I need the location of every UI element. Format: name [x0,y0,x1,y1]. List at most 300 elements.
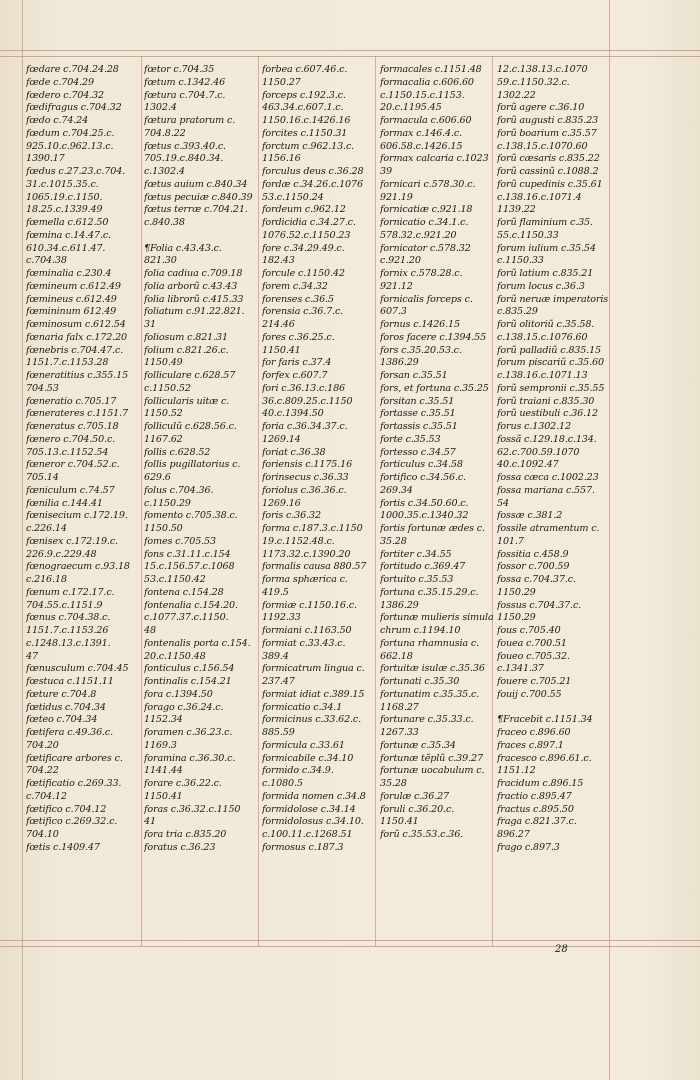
index-entry: 885.59 [262,727,295,738]
index-entry: 607.3 [380,306,407,318]
column-rule [258,56,259,946]
index-entry: fontinalis c.154.21 [144,676,232,687]
index-entry: fœtus auium c.840.34 [144,178,248,190]
index-entry: forũ traiani c.835.30 [497,395,595,407]
index-entry: forũ agere c.36.10 [497,102,585,114]
index-entry: 12.c.138.13.c.1070 [497,64,588,75]
index-entry: fores c.36.25.c. [262,331,335,343]
index-entry: c.704.12 [26,790,67,802]
index-entry: fors, et fortuna c.35.25 [380,382,489,394]
index-entry: fœminalia c.230.4 [26,268,112,279]
index-entry: fortasse c.35.51 [380,408,456,420]
index-entry: c.840.38 [144,217,185,228]
index-entry: 1269.16 [262,497,301,509]
index-entry: folus c.704.36. [144,484,214,496]
top-rule-2 [0,56,700,57]
index-entry: forus c.1302.12 [497,421,571,432]
index-entry: foruli c.36.20.c. [380,803,455,815]
index-entry: c.1150.29 [144,497,191,509]
index-entry: 35.28 [380,535,407,547]
index-entry: forũ cæsaris c.835.22 [497,153,600,165]
index-entry: c.138.15.c.1076.60 [497,331,588,343]
index-entry: fœdus c.27.23.c.704. [26,166,126,177]
bottom-rule [0,940,700,941]
index-entry: fortifico c.34.56.c. [380,472,467,483]
index-entry: c.100.11.c.1268.51 [262,829,353,840]
index-entry: foueo c.705.32. [497,650,570,662]
index-entry: 1150.29 [497,586,536,598]
index-entry: formacales c.1151.48 [380,64,482,75]
index-entry: fortunatim c.35.35.c. [380,688,480,700]
index-entry: forinsecus c.36.33 [262,472,349,483]
index-entry: formida nomen c.34.8 [262,790,366,802]
index-entry: fomento c.705.38.c. [144,510,238,522]
index-entry: 36.c.809.25.c.1150 [262,395,353,407]
index-entry: c.835.29 [497,306,538,318]
index-entry: 704.55.c.1151.9 [26,599,103,611]
index-entry: c.1077.37.c.1150. [144,612,229,624]
index-entry: 1065.19.c.1150. [26,191,103,203]
index-entry: forsitan c.35.51 [380,395,455,407]
index-entry: fortis c.34.50.60.c. [380,497,469,509]
index-entry: forũ cupedinis c.35.61 [497,178,603,190]
index-entry: 31.c.1015.35.c. [26,178,99,190]
index-entry: fons c.31.11.c.154 [144,548,231,560]
index-entry: 214.46 [262,319,295,330]
index-entry: 15.c.156.57.c.1068 [144,561,235,573]
index-entry: 1141.44 [144,765,183,777]
index-entry: chrum c.1194.10 [380,625,461,636]
index-entry: formiat idiat c.389.15 [262,688,365,700]
index-entry: fœtus terræ c.704.21. [144,204,248,216]
index-entry: forum iulium c.35.54 [497,242,596,254]
index-entry: forma sphærica c. [262,574,348,585]
index-entry: fœtifico c.704.12 [26,803,107,815]
index-entry: fortassis c.35.51 [380,421,458,432]
index-entry: fœtis c.1409.47 [26,841,100,853]
index-entry: 55.c.1150.33 [497,229,559,241]
index-entry: 54 [497,497,509,509]
index-entry: 705.14 [26,472,59,483]
index-entry: forte c.35.53 [380,433,441,445]
index-entry: 704.8.22 [144,127,186,139]
index-entry: 269.34 [380,484,413,496]
index-entry: ¶Folia c.43.43.c. [144,242,222,254]
index-entry: formido c.34.9. [262,765,334,777]
index-entry: fornicatiæ c.921.18 [380,204,473,216]
index-entry: formax calcaria c.1023 [380,153,489,165]
index-entry: fœdifragus c.704.32 [26,102,122,114]
index-entry: follis c.628.52 [144,446,211,458]
index-entry: fora tria c.835.20 [144,829,227,840]
index-entry: foriensis c.1175.16 [262,459,353,471]
index-entry: fœnus c.704.38.c. [26,612,111,624]
index-entry: fœtificare arbores c. [26,752,123,764]
index-entry: forago c.36.24.c. [144,701,224,713]
index-entry: 629.6 [144,472,171,483]
index-entry: c.1150.52 [144,382,191,394]
index-entry: forem c.34.32 [262,280,328,292]
index-entry: 1076.52.c.1150.23 [262,229,351,241]
index-entry: follicularis uitæ c. [144,395,230,407]
index-entry: fornix c.578.28.c. [380,268,463,279]
index-entry: formicabile c.34.10 [262,752,354,764]
index-entry: fordeum c.962.12 [262,204,346,216]
index-entry: fœnaria falx c.172.20 [26,331,127,343]
index-entry: forulæ c.36.27 [380,790,450,802]
index-entry: fossus c.704.37.c. [497,599,582,611]
index-entry: 41 [144,816,156,828]
index-entry: formosus c.187.3 [262,841,344,853]
index-entry: 59.c.1150.32.c. [497,76,570,88]
index-entry: fracesco c.896.61.c. [497,752,592,764]
index-entry: forbea c.607.46.c. [262,64,348,75]
index-entry: fractus c.895.50 [497,803,574,815]
index-column-3 [262,64,376,855]
index-entry: forfex c.607.7 [262,370,328,381]
index-entry: fortitudo c.369.47 [380,561,466,573]
index-entry: fœnebris c.704.47.c. [26,344,124,356]
index-entry: forare c.36.22.c. [144,778,222,789]
index-entry: fortunati c.35.30 [380,676,460,687]
index-entry: 53.c.1150.24 [262,191,324,203]
index-entry: folia cadiua c.709.18 [144,268,243,279]
index-entry: forticulus c.34.58 [380,459,463,471]
index-entry: fœdare c.704.24.28 [26,64,119,75]
index-entry: forensia c.36.7.c. [262,306,344,318]
index-entry: fœtifico c.269.32.c. [26,816,118,828]
index-entry: fœtifera c.49.36.c. [26,727,114,738]
index-entry: fœtum c.1342.46 [144,76,226,88]
index-entry: fraceo c.896.60 [497,727,571,738]
index-entry: fordæ c.34.26.c.1076 [262,178,363,190]
index-entry: formicula c.33.61 [262,739,345,751]
index-entry: c.216.18 [26,574,67,585]
index-entry: fœnisecium c.172.19. [26,510,128,522]
index-entry: 40.c.1092.47 [497,459,559,471]
index-entry: foriolus c.36.36.c. [262,484,347,496]
index-entry: 1169.3 [144,739,177,751]
index-entry: 1139.22 [497,204,536,216]
index-entry: fœmina c.14.47.c. [26,229,111,241]
index-entry: fœmininum 612.49 [26,306,117,318]
index-entry: fornicatio c.34.1.c. [380,217,469,228]
index-entry: 925.10.c.962.13.c. [26,140,114,152]
index-entry: c.1150.15.c.1153. [380,89,465,101]
index-entry: fouij c.700.55 [497,688,562,700]
index-entry: fœstuca c.1151.11 [26,676,114,687]
index-entry: fordicidia c.34.27.c. [262,217,356,228]
index-entry: fouere c.705.21 [497,676,572,687]
index-entry: 1167.62 [144,433,183,445]
index-entry: forenses c.36.5 [262,293,334,305]
index-entry: follis pugillatorius c. [144,459,241,471]
index-entry: fossor c.700.59 [497,561,570,573]
index-entry: c.921.20 [380,255,421,267]
index-entry: fossile atramentum c. [497,523,600,534]
index-entry: fœtus pecuiæ c.840.39 [144,191,253,203]
index-entry: formalis causa 880.57 [262,561,367,573]
index-entry: 1390.17 [26,153,65,165]
index-entry: forum locus c.36.3 [497,280,585,292]
index-entry: forsan c.35.51 [380,370,448,381]
index-entry: 1151.12 [497,765,536,777]
index-entry: fœneratitius c.355.15 [26,370,129,381]
index-entry: folia arborũ c.43.43 [144,280,238,292]
index-entry: 921.19 [380,191,413,203]
index-entry: fossa cæca c.1002.23 [497,472,599,483]
index-entry: for faris c.37.4 [262,357,332,369]
index-entry: formiæ c.1150.16.c. [262,599,357,611]
index-entry: 419.5 [262,586,289,598]
index-entry: 704.22 [26,765,59,777]
index-entry: fœneratus c.705.18 [26,421,119,432]
index-entry: fore c.34.29.49.c. [262,242,345,254]
index-entry: 389.4 [262,650,289,662]
index-entry: 1150.29 [497,612,536,624]
index-entry: fortunæ mulieris simula [380,612,494,624]
index-entry: foras c.36.32.c.1150 [144,803,241,815]
index-entry: fossæ c.381.2 [497,510,563,522]
index-entry: 704.20 [26,739,59,751]
index-entry: 610.34.c.611.47. [26,242,106,254]
index-entry: fortuito c.35.53 [380,574,454,585]
index-entry: fortunæ tẽplũ c.39.27 [380,752,483,764]
folio-number: 28 [555,944,568,955]
index-entry: forũ c.35.53.c.36. [380,829,464,840]
index-entry: fomes c.705.53 [144,535,216,547]
index-entry: fortiter c.34.55 [380,548,452,560]
index-entry: 1150.41 [144,790,183,802]
index-entry: 20.c.1150.48 [144,650,206,662]
index-entry: 662.18 [380,650,413,662]
index-entry: 1150.50 [144,523,183,534]
index-entry: 1150.27 [262,76,301,88]
index-column-5 [497,64,611,855]
index-entry: 18.25.c.1339.49 [26,204,103,216]
index-entry: fortuna c.35.15.29.c. [380,586,479,598]
index-entry: 921.12 [380,280,413,292]
index-entry: fornicari c.578.30.c. [380,178,476,190]
index-entry: 62.c.700.59.1070 [497,446,580,458]
index-entry: fœtura c.704.7.c. [144,89,226,101]
column-rule [141,56,142,946]
index-entry: c.1248.13.c.1391. [26,637,111,649]
index-entry: 47 [26,650,38,662]
index-entry: fortis fortunæ ædes c. [380,523,485,534]
index-entry: 101.7 [497,535,524,547]
index-entry: 1150.41 [262,344,301,356]
index-entry: forũ sempronii c.35.55 [497,382,605,394]
index-entry: fossitia c.458.9 [497,548,569,560]
index-entry: formacula c.606.60 [380,115,472,126]
margin-rule-left [22,0,23,1080]
index-entry: 39 [380,166,392,177]
index-entry: fœteo c.704.34 [26,714,98,726]
index-column-1 [26,64,140,855]
index-entry: foria c.36.34.37.c. [262,421,348,432]
index-entry: 1168.27 [380,701,419,713]
index-entry: forceps c.192.3.c. [262,89,346,101]
index-entry: formacalia c.606.60 [380,76,474,88]
index-entry: forũ palladiũ c.835.15 [497,344,601,356]
index-entry: fors c.35.20.53.c. [380,344,462,356]
index-entry: c.138.15.c.1070.60 [497,140,588,152]
index-entry: formicatio c.34.1 [262,701,343,713]
index-entry: 704.10 [26,829,59,840]
index-entry: 182.43 [262,255,295,267]
index-entry: formidolosus c.34.10. [262,816,364,828]
index-entry: 226.9.c.229.48 [26,548,97,560]
index-entry: c.1080.5 [262,778,303,789]
index-column-2 [144,64,258,855]
index-entry: 20.c.1195.45 [380,102,442,114]
index-entry: 19.c.1152.48.c. [262,535,335,547]
index-entry: 704.53 [26,382,59,394]
index-entry: fœmella c.612.50 [26,217,109,228]
index-entry: fous c.705.40 [497,625,561,636]
index-entry: c.226.14 [26,523,67,534]
index-entry: c.1150.33 [497,255,544,267]
top-rule [0,50,700,51]
index-entry: fœtus c.393.40.c. [144,140,226,152]
index-entry: fœmineus c.612.49 [26,293,117,305]
index-entry: fœnisex c.172.19.c. [26,535,118,547]
index-entry: formidolose c.34.14 [262,803,356,815]
index-entry: forctum c.962.13.c. [262,140,355,152]
index-entry: ¶Fracebit c.1151.34 [497,714,593,726]
index-entry: fora c.1394.50 [144,688,213,700]
index-entry: fornicalis forceps c. [380,293,473,305]
index-entry: fœmineum c.612.49 [26,280,121,292]
index-entry: fouea c.700.51 [497,637,567,649]
index-entry: foris c.36.32 [262,510,321,522]
index-entry: 705.13.c.1152.54 [26,446,109,458]
index-entry: fontenalia c.154.20. [144,599,238,611]
index-entry: fonticulus c.156.54 [144,663,235,675]
index-entry: fori c.36.13.c.186 [262,382,346,394]
index-entry: foriat c.36.38 [262,446,326,458]
index-entry: fœneratio c.705.17 [26,395,117,407]
index-entry: fœdum c.704.25.c. [26,127,115,139]
index-entry: 1151.7.c.1153.28 [26,357,109,369]
index-entry: formicinus c.33.62.c. [262,714,362,726]
index-entry: fossa mariana c.557. [497,484,595,496]
index-entry: fortesso c.34.57 [380,446,456,458]
index-entry: fortuna rhamnusia c. [380,637,480,649]
index-entry: 1192.33 [262,612,301,624]
index-entry: forũ flaminium c.35. [497,217,593,228]
index-entry: fortunare c.35.33.c. [380,714,474,726]
index-entry: fœdo c.74.24 [26,115,89,126]
index-entry: fossã c.129.18.c.134. [497,433,597,445]
index-entry: folliculũ c.628.56.c. [144,421,237,432]
index-entry: formiat c.33.43.c. [262,637,346,649]
index-entry: forcites c.1150.31 [262,127,348,139]
index-entry: forculus deus c.36.28 [262,166,364,177]
index-entry: fœtura pratorum c. [144,115,236,126]
index-entry: forũ cassinũ c.1088.2 [497,166,599,177]
index-entry: fœtidus c.704.34 [26,701,106,713]
index-entry: fracidum c.896.15 [497,778,584,789]
index-entry: fœture c.704.8 [26,688,97,700]
index-entry: foliatum c.91.22.821. [144,306,245,318]
index-entry: 821.30 [144,255,177,267]
index-entry: fœdero c.704.32 [26,89,105,101]
index-entry: 1302.22 [497,89,536,101]
index-entry: foros facere c.1394.55 [380,331,487,343]
index-entry: 1150.49 [144,357,183,369]
index-entry: fraces c.897.1 [497,739,564,751]
index-entry: c.1302.4 [144,166,185,177]
index-entry: fornus c.1426.15 [380,319,460,330]
index-entry: fossa c.704.37.c. [497,574,576,585]
index-entry: 31 [144,319,156,330]
index-entry: 1152.34 [144,714,183,726]
index-entry: 53.c.1150.42 [144,574,206,585]
index-entry: fœneror c.704.52.c. [26,459,120,471]
index-entry: fraga c.821.37.c. [497,816,577,828]
index-entry [144,230,258,243]
index-entry: forũ boarium c.35.57 [497,127,597,139]
index-entry: fortuitæ isulæ c.35.36 [380,663,485,675]
index-entry: fontena c.154.28 [144,586,224,598]
index-entry: 578.32.c.921.20 [380,229,457,241]
index-entry: folium c.821.26.c. [144,344,229,356]
index-entry: fœnilia c.144.41 [26,497,103,509]
index-entry: forũ neruæ imperatoris [497,293,609,305]
index-entry: 1302.4 [144,102,177,114]
index-entry: c.138.16.c.1071.4 [497,191,582,203]
index-entry: 1151.7.c.1153.26 [26,625,109,636]
index-entry: 1150.52 [144,408,183,420]
index-entry: fornicator c.578.32 [380,242,471,254]
index-entry: fortunæ c.35.34 [380,739,456,751]
index-entry: foramen c.36.23.c. [144,727,233,738]
index-entry: forum piscariũ c.35.60 [497,357,604,369]
index-entry: frago c.897.3 [497,841,560,853]
index-entry: forũ latium c.835.21 [497,268,594,279]
index-column-4 [380,64,494,842]
index-entry: 1173.32.c.1390.20 [262,548,351,560]
index-entry: forma c.187.3.c.1150 [262,523,363,534]
index-entry [497,702,611,715]
index-entry: forũ uestibuli c.36.12 [497,408,598,420]
index-entry: c.1341.37 [497,663,544,675]
index-entry: 1386.29 [380,599,419,611]
index-entry: forũ augusti c.835.23 [497,115,599,126]
index-entry: 40.c.1394.50 [262,408,324,420]
index-entry: folliculare c.628.57 [144,370,236,381]
index-entry: foliosum c.821.31 [144,331,228,343]
index-entry: foramina c.36.30.c. [144,752,236,764]
index-entry: fœnograecum c.93.18 [26,561,130,573]
index-entry: fœnusculum c.704.45 [26,663,129,675]
index-entry: formax c.146.4.c. [380,127,462,139]
index-entry: foratus c.36.23 [144,841,216,853]
index-entry: folia librorũ c.415.33 [144,293,244,305]
index-entry: fortunæ uocabulum c. [380,765,485,777]
index-entry: forũ olitoriũ c.35.58. [497,319,595,330]
index-entry: fœnerateres c.1151.7 [26,408,128,420]
index-entry: 1150.16.c.1426.16 [262,115,351,126]
index-entry: 1386.29 [380,357,419,369]
index-entry: 1000.35.c.1340.32 [380,510,469,522]
index-entry: fœtificatio c.269.33. [26,778,122,789]
index-entry: fœniculum c.74.57 [26,484,115,496]
index-entry: 1150.41 [380,816,419,828]
index-entry: c.704.38 [26,255,67,267]
